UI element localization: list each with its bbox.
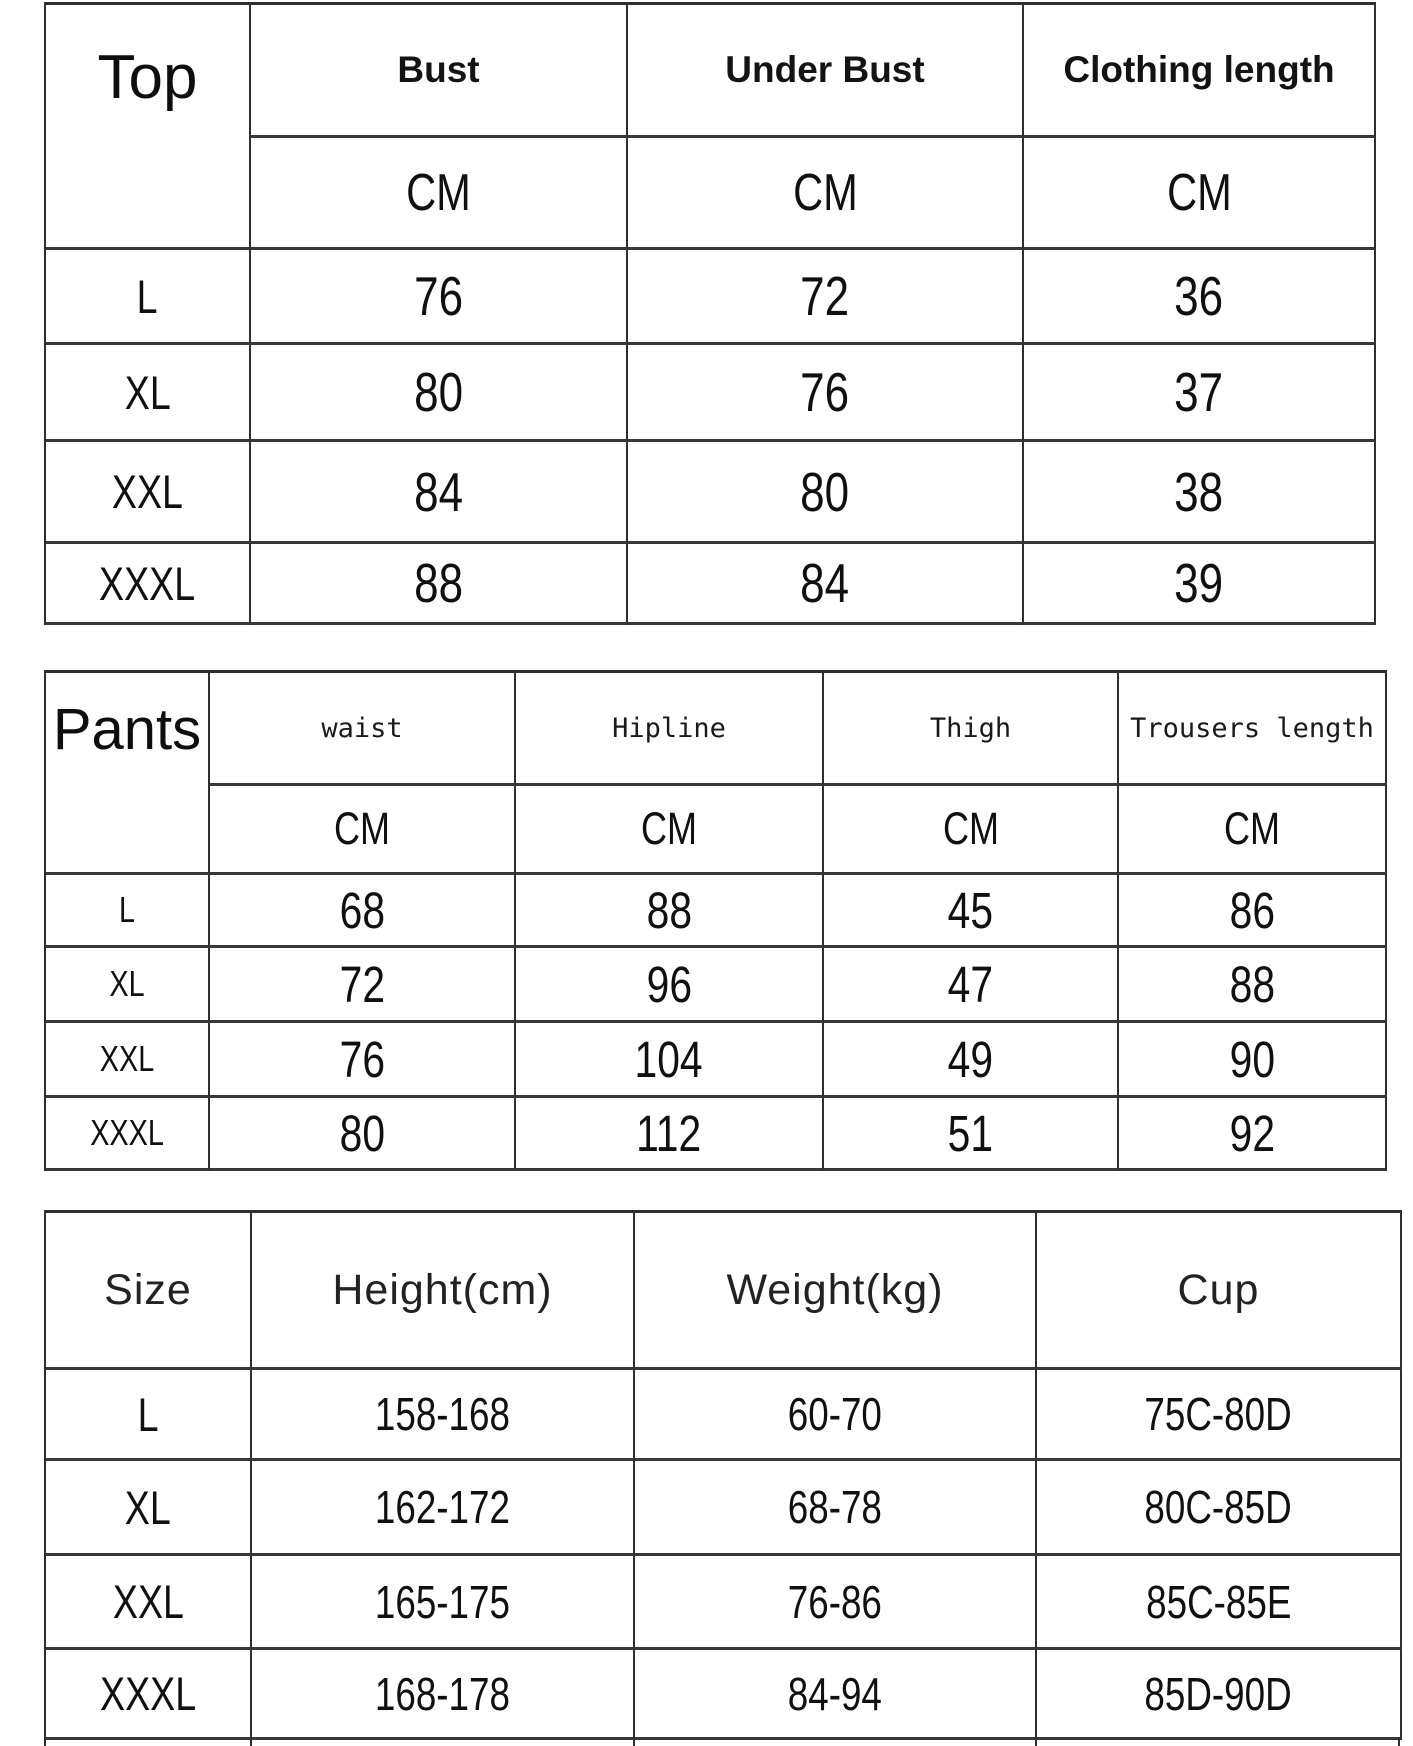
measurement-cell bbox=[635, 1556, 1037, 1650]
measurement-value: 76 bbox=[800, 361, 850, 423]
measurement-value: 72 bbox=[800, 265, 850, 327]
measurement-cell bbox=[1024, 250, 1376, 345]
size-label-cell bbox=[46, 1370, 252, 1461]
measurement-value: 92 bbox=[1229, 1104, 1275, 1162]
size-label: XXXL bbox=[90, 1112, 164, 1153]
column-header-hipline bbox=[516, 673, 824, 786]
table-border-stub bbox=[633, 1737, 635, 1746]
unit-cell bbox=[516, 786, 824, 875]
unit-label: CM bbox=[1223, 803, 1280, 854]
column-header-bust bbox=[251, 5, 628, 138]
measurement-value: 158-168 bbox=[374, 1388, 511, 1440]
measurement-cell bbox=[516, 1023, 824, 1098]
measurement-cell bbox=[824, 948, 1119, 1023]
size-label: L bbox=[118, 889, 136, 930]
measurement-value: 76-86 bbox=[787, 1575, 883, 1628]
measurement-cell bbox=[628, 544, 1024, 625]
measurement-value: 84 bbox=[800, 552, 850, 614]
measurement-value: 76 bbox=[414, 265, 463, 327]
table-title: Top bbox=[97, 43, 198, 112]
column-header-label: Cup bbox=[1177, 1265, 1260, 1314]
measurement-value: 168-178 bbox=[374, 1667, 511, 1720]
size-label-cell bbox=[46, 1650, 252, 1740]
column-header-trousers-length bbox=[1119, 673, 1387, 786]
size-label: XL bbox=[124, 365, 171, 419]
measurement-cell bbox=[1037, 1370, 1402, 1461]
measurement-cell bbox=[1037, 1556, 1402, 1650]
measurement-cell bbox=[516, 875, 824, 948]
table-border-stub bbox=[44, 1737, 46, 1746]
measurement-cell bbox=[251, 544, 628, 625]
size-label: XXL bbox=[112, 1575, 184, 1628]
measurement-cell bbox=[210, 875, 516, 948]
measurement-cell bbox=[1119, 1023, 1387, 1098]
column-header-label: Under Bust bbox=[725, 49, 925, 90]
size-label: XXL bbox=[111, 465, 184, 518]
measurement-value: 39 bbox=[1174, 552, 1224, 614]
size-label: XL bbox=[125, 1480, 171, 1534]
column-header-label: Bust bbox=[397, 49, 480, 90]
measurement-value: 75C-80D bbox=[1144, 1388, 1293, 1440]
measurement-value: 72 bbox=[339, 955, 385, 1013]
measurement-cell bbox=[824, 875, 1119, 948]
measurement-value: 96 bbox=[646, 955, 692, 1013]
column-header-label: Weight(kg) bbox=[726, 1265, 944, 1314]
measurement-cell bbox=[1119, 875, 1387, 948]
measurement-value: 86 bbox=[1229, 881, 1275, 939]
table-border-stub bbox=[250, 1737, 252, 1746]
table-title-cell bbox=[46, 5, 251, 250]
unit-label: CM bbox=[942, 803, 999, 854]
measurement-value: 165-175 bbox=[374, 1575, 511, 1628]
size-label-cell bbox=[46, 345, 251, 442]
measurement-value: 80C-85D bbox=[1144, 1481, 1293, 1533]
unit-label: CM bbox=[640, 803, 697, 854]
measurement-value: 37 bbox=[1174, 361, 1224, 423]
measurement-cell bbox=[635, 1461, 1037, 1556]
measurement-value: 51 bbox=[947, 1104, 994, 1162]
size-label-cell bbox=[46, 250, 251, 345]
unit-label: CM bbox=[333, 803, 390, 854]
measurement-cell bbox=[628, 345, 1024, 442]
measurement-cell bbox=[210, 1023, 516, 1098]
column-header-label: Height(cm) bbox=[332, 1265, 553, 1314]
top-size-table bbox=[44, 2, 1376, 625]
column-header-weight bbox=[635, 1213, 1037, 1370]
measurement-value: 45 bbox=[947, 881, 994, 939]
size-label-cell bbox=[46, 875, 210, 948]
size-label: L bbox=[137, 1387, 159, 1441]
size-label: XXXL bbox=[99, 556, 196, 610]
measurement-cell bbox=[1024, 544, 1376, 625]
measurement-value: 85D-90D bbox=[1144, 1667, 1293, 1720]
measurement-cell bbox=[516, 1098, 824, 1171]
column-header-thigh bbox=[824, 673, 1119, 786]
measurement-value: 80 bbox=[800, 460, 850, 523]
unit-cell bbox=[210, 786, 516, 875]
measurement-cell bbox=[1024, 442, 1376, 544]
measurement-value: 88 bbox=[646, 881, 692, 939]
measurement-cell bbox=[210, 1098, 516, 1171]
unit-label: CM bbox=[1166, 163, 1232, 222]
measurement-cell bbox=[635, 1650, 1037, 1740]
measurement-cell bbox=[516, 948, 824, 1023]
unit-cell bbox=[1119, 786, 1387, 875]
measurement-value: 47 bbox=[947, 955, 994, 1013]
size-label: XXXL bbox=[99, 1667, 197, 1720]
measurement-cell bbox=[628, 442, 1024, 544]
table-title-cell bbox=[46, 673, 210, 875]
measurement-cell bbox=[251, 442, 628, 544]
measurement-cell bbox=[1037, 1650, 1402, 1740]
unit-cell bbox=[824, 786, 1119, 875]
measurement-cell bbox=[1119, 1098, 1387, 1171]
column-header-cup bbox=[1037, 1213, 1402, 1370]
measurement-cell bbox=[635, 1370, 1037, 1461]
measurement-value: 49 bbox=[947, 1030, 994, 1088]
column-header-height bbox=[252, 1213, 635, 1370]
column-header-label: Thigh bbox=[929, 712, 1012, 744]
size-label-cell bbox=[46, 544, 251, 625]
measurement-cell bbox=[824, 1023, 1119, 1098]
measurement-value: 68-78 bbox=[787, 1481, 883, 1533]
measurement-cell bbox=[628, 250, 1024, 345]
measurement-value: 85C-85E bbox=[1145, 1575, 1292, 1628]
unit-label: CM bbox=[792, 163, 858, 222]
column-header-label: Trousers length bbox=[1130, 712, 1374, 744]
unit-cell bbox=[628, 138, 1024, 250]
measurement-value: 68 bbox=[339, 881, 385, 939]
size-label: XXL bbox=[99, 1038, 155, 1079]
table-title: Pants bbox=[52, 697, 202, 762]
size-label: L bbox=[137, 269, 158, 323]
measurement-value: 90 bbox=[1229, 1030, 1275, 1088]
size-label-cell bbox=[46, 1556, 252, 1650]
unit-label: CM bbox=[406, 163, 471, 222]
measurement-cell bbox=[210, 948, 516, 1023]
size-label-cell bbox=[46, 1098, 210, 1171]
column-header-under-bust bbox=[628, 5, 1024, 138]
measurement-cell bbox=[251, 250, 628, 345]
table-border-stub bbox=[1035, 1737, 1037, 1746]
column-header-label: Hipline bbox=[612, 712, 726, 744]
measurement-value: 36 bbox=[1174, 265, 1224, 327]
measurement-cell bbox=[252, 1461, 635, 1556]
size-label-cell bbox=[46, 442, 251, 544]
measurement-cell bbox=[252, 1370, 635, 1461]
measurement-value: 60-70 bbox=[787, 1388, 883, 1440]
measurement-value: 76 bbox=[339, 1030, 385, 1088]
size-label-cell bbox=[46, 1023, 210, 1098]
measurement-value: 88 bbox=[414, 552, 463, 614]
measurement-value: 84 bbox=[414, 460, 463, 523]
column-header-waist bbox=[210, 673, 516, 786]
table-border-stub bbox=[1398, 1737, 1400, 1746]
measurement-value: 88 bbox=[1229, 955, 1275, 1013]
measurement-value: 162-172 bbox=[374, 1481, 511, 1533]
column-header-clothing-length bbox=[1024, 5, 1376, 138]
measurement-value: 112 bbox=[636, 1104, 702, 1162]
size-label-cell bbox=[46, 1461, 252, 1556]
measurement-value: 38 bbox=[1174, 460, 1224, 523]
pants-size-table bbox=[44, 670, 1387, 1171]
measurement-cell bbox=[1037, 1461, 1402, 1556]
measurement-value: 104 bbox=[634, 1030, 704, 1088]
column-header-size bbox=[46, 1213, 252, 1370]
size-label: XL bbox=[109, 963, 145, 1004]
measurement-cell bbox=[1024, 345, 1376, 442]
measurement-cell bbox=[824, 1098, 1119, 1171]
measurement-cell bbox=[1119, 948, 1387, 1023]
measurement-value: 80 bbox=[414, 361, 463, 423]
column-header-label: waist bbox=[321, 712, 403, 744]
size-reference-table bbox=[44, 1210, 1402, 1740]
measurement-cell bbox=[252, 1556, 635, 1650]
unit-cell bbox=[1024, 138, 1376, 250]
column-header-label: Clothing length bbox=[1063, 49, 1335, 90]
measurement-value: 84-94 bbox=[787, 1667, 883, 1720]
unit-cell bbox=[251, 138, 628, 250]
column-header-label: Size bbox=[104, 1265, 192, 1314]
measurement-cell bbox=[251, 345, 628, 442]
measurement-cell bbox=[252, 1650, 635, 1740]
size-label-cell bbox=[46, 948, 210, 1023]
measurement-value: 80 bbox=[339, 1104, 385, 1162]
